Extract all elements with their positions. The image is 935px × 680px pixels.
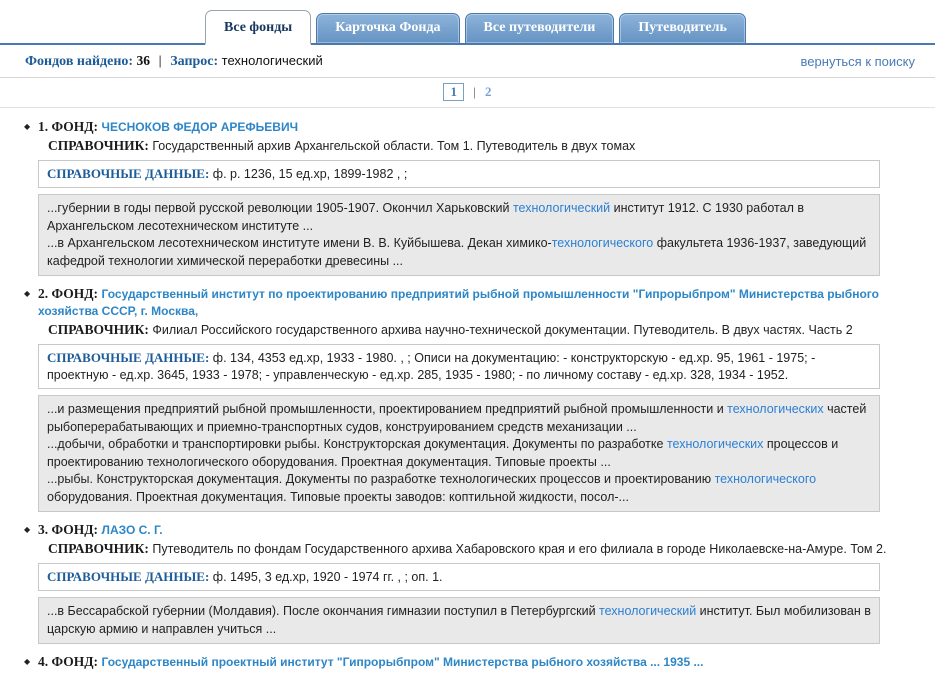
fond-title-link[interactable]: ЧЕСНОКОВ ФЕДОР АРЕФЬЕВИЧ bbox=[101, 120, 299, 134]
results-list bbox=[0, 108, 935, 680]
guide-text: Государственный архив Архангельской области. Том 1. Путеводитель в двух томах bbox=[152, 139, 636, 153]
diamond-bullet-icon: ◆ bbox=[24, 289, 31, 298]
snippet-text: ...губернии в годы первой русской революции 1905-1907. Окончил Харьковский bbox=[47, 201, 513, 215]
page-link-2[interactable]: 2 bbox=[485, 84, 492, 99]
result-item-partial bbox=[0, 653, 935, 680]
snippet-text: частей рыбоперерабатывающих и приемно-транспортных судов, конструированием средств механизации ... bbox=[47, 402, 867, 434]
fond-title-link[interactable]: Государственный институт по проектированию предприятий рыбной промышленности "Гипрорыбпром" Министерства рыбного хозяйства СССР, г. Москва, bbox=[38, 287, 879, 318]
query-highlight: технологический bbox=[599, 604, 697, 618]
tab-guide[interactable]: Путеводитель bbox=[619, 13, 746, 43]
found-query-line bbox=[25, 53, 323, 70]
snippet-text: ...рыбы. Конструкторская документация. Документы по разработке технологических процессов и проектированию bbox=[47, 472, 715, 486]
snippet-paragraph bbox=[47, 401, 871, 436]
guide-text: Филиал Российского государственного архива научно-технической документации. Путеводитель. В двух частях. Часть 2 bbox=[152, 323, 853, 337]
fond-label: 3. ФОНД: bbox=[38, 522, 99, 537]
reference-data-box bbox=[38, 344, 880, 389]
snippet-paragraph bbox=[47, 200, 871, 235]
result-item bbox=[0, 285, 935, 521]
snippet-box bbox=[38, 395, 880, 512]
snippet-box bbox=[38, 597, 880, 644]
fond-label: 1. ФОНД: bbox=[38, 119, 99, 134]
separator: | bbox=[158, 54, 162, 68]
reference-data-label: СПРАВОЧНЫЕ ДАННЫЕ: bbox=[47, 569, 210, 584]
found-count: 36 bbox=[136, 53, 151, 68]
fond-label: 2. ФОНД: bbox=[38, 286, 99, 301]
snippet-paragraph bbox=[47, 235, 871, 270]
fond-line bbox=[38, 285, 915, 320]
diamond-bullet-icon: ◆ bbox=[24, 122, 31, 131]
query-highlight: технологических bbox=[666, 437, 764, 451]
fond-line bbox=[38, 118, 915, 136]
fond-line bbox=[38, 521, 915, 539]
snippet-text: процессов и проектированию технологического оборудования. Проектная документация. Типовые проекты ... bbox=[47, 437, 839, 469]
tab-all-fonds[interactable]: Все фонды bbox=[205, 10, 311, 45]
found-label: Фондов найдено: bbox=[25, 54, 134, 69]
guide-label: СПРАВОЧНИК: bbox=[48, 322, 149, 337]
snippet-text: ...добычи, обработки и транспортировки рыбы. Конструкторская документация. Документы по разработке bbox=[47, 437, 667, 451]
snippet-paragraph bbox=[47, 471, 871, 506]
reference-data-text: ф. 1495, 3 ед.хр, 1920 - 1974 гг. , ; оп. 1. bbox=[212, 570, 443, 584]
diamond-bullet-icon: ◆ bbox=[24, 525, 31, 534]
guide-line bbox=[38, 137, 915, 155]
snippet-text: ...в Архангельском лесотехническом институте имени В. В. Куйбышева. Декан химико- bbox=[47, 236, 552, 250]
reference-data-text: ф. 134, 4353 ед.хр, 1933 - 1980. , ; Описи на документацию: - конструкторскую - ед.хр. 95, 1961 - 1975; - проектную - ед.хр. 3645, 1933 - 1978; - управленческую - ед.хр. 285, 1935 - 1980; - по личному составу - ед.хр. 328, 1934 - 1952. bbox=[47, 351, 816, 382]
guide-line bbox=[38, 540, 915, 558]
reference-data-text: ф. р. 1236, 15 ед.хр, 1899-1982 , ; bbox=[212, 167, 408, 181]
query-label: Запрос: bbox=[170, 54, 219, 69]
snippet-text: институт. Был мобилизован в царскую армию и направлен учиться ... bbox=[47, 604, 871, 636]
snippet-paragraph bbox=[47, 436, 871, 471]
query-highlight: технологического bbox=[714, 472, 817, 486]
snippet-text: ...и размещения предприятий рыбной промышленности, проектированием предприятий рыбной промышленности и bbox=[47, 402, 728, 416]
guide-line bbox=[38, 321, 915, 339]
tab-all-guides[interactable]: Все путеводители bbox=[465, 13, 615, 43]
snippet-text: институт 1912. С 1930 работал в Архангельском лесотехническом институте ... bbox=[47, 201, 804, 233]
pagination bbox=[0, 78, 935, 108]
result-summary-bar bbox=[0, 45, 935, 78]
page-separator: | bbox=[473, 84, 476, 99]
snippet-box bbox=[38, 194, 880, 276]
result-item bbox=[0, 118, 935, 285]
reference-data-box bbox=[38, 160, 880, 188]
snippet-text: ...в Бессарабской губернии (Молдавия). После окончания гимназии поступил в Петербургский bbox=[47, 604, 600, 618]
reference-data-label: СПРАВОЧНЫЕ ДАННЫЕ: bbox=[47, 350, 210, 365]
fond-title-link[interactable]: Государственный проектный институт "Гипрорыбпром" Министерства рыбного хозяйства ... 1935 ... bbox=[101, 655, 704, 669]
fond-title-link[interactable]: ЛАЗО С. Г. bbox=[101, 523, 163, 537]
diamond-bullet-icon: ◆ bbox=[24, 657, 31, 666]
fond-line bbox=[38, 653, 915, 671]
snippet-text: оборудования. Проектная документация. Типовые проекты заводов: коптильной жидкости, посол-... bbox=[47, 489, 629, 504]
query-value: технологический bbox=[221, 53, 323, 68]
query-highlight: технологический bbox=[512, 201, 611, 215]
page-current[interactable]: 1 bbox=[443, 83, 464, 101]
query-highlight: технологического bbox=[551, 236, 654, 250]
tab-bar bbox=[0, 0, 935, 45]
back-to-search-link[interactable]: вернуться к поиску bbox=[800, 54, 915, 69]
guide-label: СПРАВОЧНИК: bbox=[48, 138, 149, 153]
reference-data-box bbox=[38, 563, 880, 591]
tab-fond-card[interactable]: Карточка Фонда bbox=[316, 13, 459, 43]
query-highlight: технологических bbox=[727, 402, 824, 416]
snippet-paragraph bbox=[47, 603, 871, 638]
guide-label: СПРАВОЧНИК: bbox=[48, 541, 149, 556]
guide-text: Путеводитель по фондам Государственного архива Хабаровского края и его филиала в городе Николаевске-на-Амуре. Том 2. bbox=[152, 542, 887, 556]
result-item bbox=[0, 521, 935, 653]
snippet-text: факультета 1936-1937, заведующий кафедрой технологии химической переработки древесины ... bbox=[47, 236, 867, 268]
fond-label: 4. ФОНД: bbox=[38, 654, 99, 669]
reference-data-label: СПРАВОЧНЫЕ ДАННЫЕ: bbox=[47, 166, 210, 181]
